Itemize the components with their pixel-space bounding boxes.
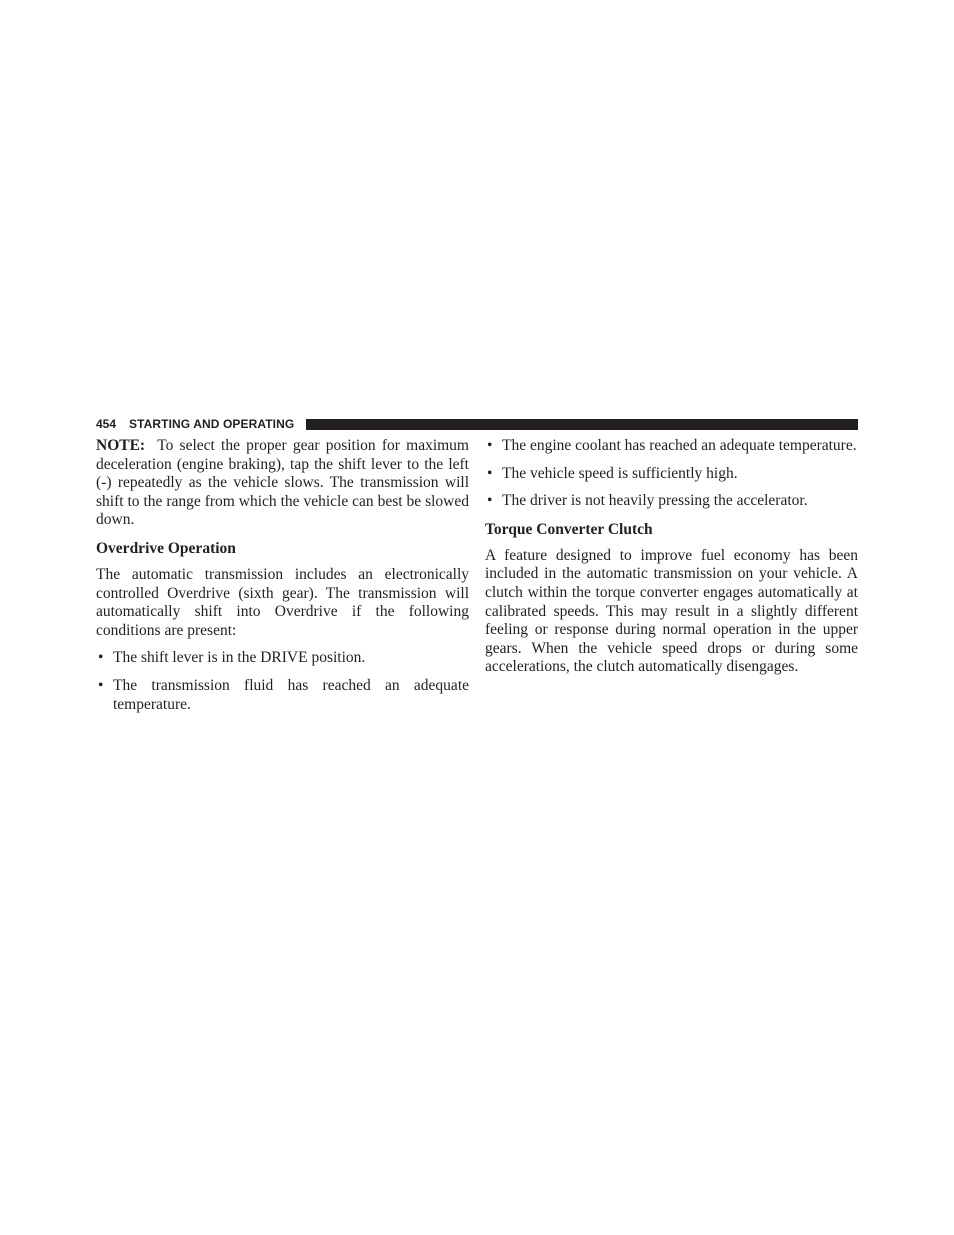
list-item bbox=[96, 649, 469, 668]
list-item bbox=[485, 437, 858, 456]
list-item-text: The vehicle speed is sufficiently high. bbox=[502, 464, 738, 482]
note-text: To select the proper gear position for maximum deceleration (engine braking), tap the shift lever to the left (-) repeatedly as the vehicle slows. The transmission will shift to the range from which the vehicle can best be slowed down. bbox=[96, 437, 469, 529]
bullet-icon: • bbox=[98, 649, 104, 667]
list-item bbox=[96, 677, 469, 714]
overdrive-paragraph: The automatic transmission includes an electronically controlled Overdrive (sixth gear). The transmission will automatically shift into Overdrive if the following conditions are present: bbox=[96, 565, 469, 639]
bullet-icon: • bbox=[487, 437, 493, 454]
right-column bbox=[485, 437, 858, 686]
torque-converter-heading: Torque Converter Clutch bbox=[485, 520, 653, 538]
torque-converter-paragraph: A feature designed to improve fuel economy has been included in the automatic transmission on your vehicle. A clutch within the torque converter engages automatically at calibrated speeds. This may result in a slightly different feeling or response during normal operation in the upper gears. When the vehicle speed drops or during some accelerations, the clutch automatically disengages. bbox=[485, 546, 858, 676]
section-title: STARTING AND OPERATING bbox=[129, 417, 295, 431]
bullet-icon: • bbox=[487, 492, 493, 510]
overdrive-conditions-list bbox=[96, 649, 469, 714]
note-paragraph bbox=[96, 437, 469, 530]
page-number: 454 bbox=[96, 417, 117, 431]
list-item bbox=[485, 465, 858, 484]
bullet-icon: • bbox=[487, 464, 493, 482]
page-header bbox=[96, 416, 858, 432]
left-column bbox=[96, 437, 469, 723]
note-label: NOTE: bbox=[96, 437, 146, 454]
list-item-text: The shift lever is in the DRIVE position. bbox=[113, 649, 366, 667]
list-item bbox=[485, 492, 858, 511]
list-item-text: The engine coolant has reached an adequate temperature. bbox=[502, 437, 857, 454]
overdrive-conditions-list-continued bbox=[485, 437, 858, 511]
overdrive-heading: Overdrive Operation bbox=[96, 539, 236, 557]
bullet-icon: • bbox=[98, 676, 104, 694]
list-item-text: The transmission fluid has reached an adequate temperature. bbox=[113, 676, 469, 713]
header-rule-bar bbox=[306, 419, 858, 430]
list-item-text: The driver is not heavily pressing the accelerator. bbox=[502, 492, 808, 510]
